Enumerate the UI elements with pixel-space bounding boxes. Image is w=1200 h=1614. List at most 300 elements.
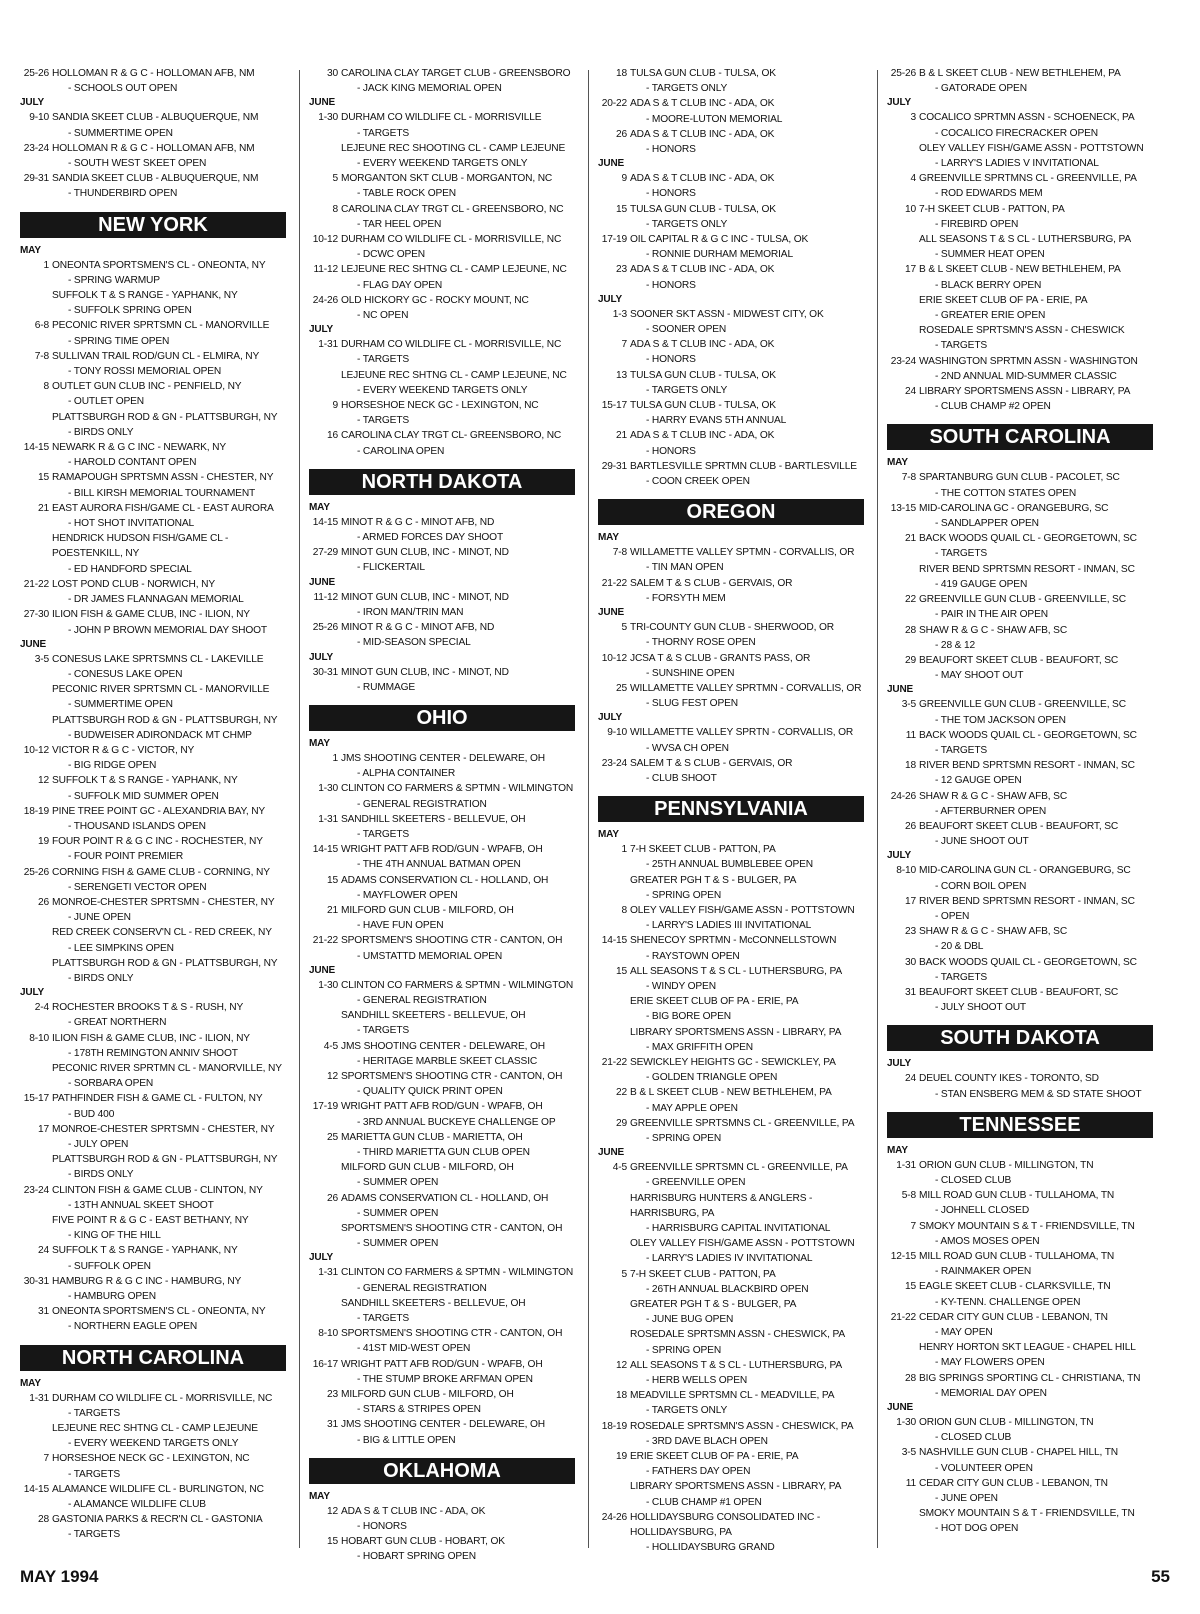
event-title: - TARGETS xyxy=(357,828,410,840)
club-location: OLEY VALLEY FISH/GAME ASSN - POTTSTOWN xyxy=(630,1238,855,1250)
event-title: - SUFFOLK SPRING OPEN xyxy=(68,305,192,317)
event-entry xyxy=(309,110,575,171)
event-entry xyxy=(598,725,864,755)
column-3 xyxy=(598,66,864,1555)
club-location: TULSA GUN CLUB - TULSA, OK xyxy=(630,68,776,79)
club-location: ADA S & T CLUB INC - ADA, OK xyxy=(630,98,775,110)
club-location: SUFFOLK T & S RANGE - YAPHANK, NY xyxy=(52,1245,238,1257)
month-heading: MAY xyxy=(598,532,619,544)
event-entry xyxy=(309,1069,575,1099)
event-date: 12 xyxy=(326,1505,338,1517)
event-date: 29 xyxy=(615,1117,627,1129)
event-title: - SUMMERTIME OPEN xyxy=(68,127,173,139)
event-date: 19 xyxy=(37,836,49,848)
state-banner: OREGON xyxy=(598,499,864,525)
event-title: - SPRING OPEN xyxy=(646,889,722,901)
event-date: 1-30 xyxy=(318,783,338,795)
month-heading: MAY xyxy=(887,457,908,469)
event-entry xyxy=(887,789,1153,819)
event-date: 30-31 xyxy=(312,666,338,678)
club-location: HOBART GUN CLUB - HOBART, OK xyxy=(341,1536,505,1548)
event-date: 17 xyxy=(904,264,916,276)
event-date: 24-26 xyxy=(890,790,916,802)
club-location: CEDAR CITY GUN CLUB - LEBANON, TN xyxy=(919,1477,1108,1489)
event-date: 1-30 xyxy=(896,1417,916,1429)
club-location: ADAMS CONSERVATION CL - HOLLAND, OH xyxy=(341,1192,549,1204)
event-title: - SUMMER HEAT OPEN xyxy=(935,249,1045,261)
event-date: 24-26 xyxy=(601,1511,627,1523)
club-location: 7-H SKEET CLUB - PATTON, PA xyxy=(630,844,776,856)
event-entry xyxy=(598,545,864,575)
club-location: HORSESHOE NECK GC - LEXINGTON, NC xyxy=(341,400,539,412)
event-date: 29-31 xyxy=(601,460,627,472)
event-title: - MAX GRIFFITH OPEN xyxy=(646,1041,753,1053)
event-title: - RUMMAGE xyxy=(357,681,416,693)
event-date: 27-30 xyxy=(23,609,49,621)
event-date: 5 xyxy=(621,622,627,634)
event-date: 26 xyxy=(615,128,627,140)
event-entry xyxy=(20,834,286,864)
event-entry xyxy=(20,470,286,500)
month-heading: MAY xyxy=(598,829,619,841)
event-entry xyxy=(887,697,1153,727)
event-title: - GOLDEN TRIANGLE OPEN xyxy=(646,1072,778,1084)
event-title: - SPRING TIME OPEN xyxy=(68,335,170,347)
event-date: 15 xyxy=(615,203,627,215)
event-title: - SERENGETI VECTOR OPEN xyxy=(68,881,207,893)
event-entry xyxy=(598,620,864,650)
event-entry xyxy=(20,895,286,986)
event-entry xyxy=(309,933,575,963)
event-title: - TAR HEEL OPEN xyxy=(357,218,442,230)
club-location: OLD HICKORY GC - ROCKY MOUNT, NC xyxy=(341,294,529,306)
club-location: CLINTON CO FARMERS & SPTMN - WILMINGTON xyxy=(341,783,574,795)
event-date: 18 xyxy=(904,760,916,772)
event-entry xyxy=(309,232,575,262)
club-location: SMOKY MOUNTAIN S & T - FRIENDSVILLE, TN xyxy=(919,1220,1135,1232)
event-date: 23 xyxy=(615,264,627,276)
event-date: 26 xyxy=(326,1192,338,1204)
month-heading: MAY xyxy=(309,737,330,749)
event-title: - 20 & DBL xyxy=(935,941,984,953)
event-entry xyxy=(20,743,286,773)
club-location: SPORTSMEN'S SHOOTING CTR - CANTON, OH xyxy=(341,1070,563,1082)
event-title: - SPRING OPEN xyxy=(646,1132,722,1144)
state-banner: NORTH CAROLINA xyxy=(20,1345,286,1371)
event-date: 31 xyxy=(326,1419,338,1431)
event-title: - MAY FLOWERS OPEN xyxy=(935,1357,1045,1369)
event-date: 16-17 xyxy=(312,1358,338,1370)
event-title: - LEE SIMPKINS OPEN xyxy=(68,942,174,954)
event-entry xyxy=(887,1371,1153,1401)
club-location: ALL SEASONS T & S CL - LUTHERSBURG, PA xyxy=(919,234,1132,246)
club-location: SPORTSMEN'S SHOOTING CTR - CANTON, OH xyxy=(341,1328,563,1340)
club-location: CLINTON FISH & GAME CLUB - CLINTON, NY xyxy=(52,1184,263,1196)
event-title: - BIRDS ONLY xyxy=(68,972,134,984)
club-location: GREENVILLE GUN CLUB - GREENVILLE, SC xyxy=(919,699,1126,711)
event-date: 17 xyxy=(904,895,916,907)
event-date: 3-5 xyxy=(34,653,49,665)
club-location: PECONIC RIVER SPRTSMN CL - MANORVILLE xyxy=(52,684,270,696)
event-date: 10-12 xyxy=(601,652,627,664)
club-location: ROSEDALE SPRTSMN'S ASSN - CHESWICK, PA xyxy=(630,1420,854,1432)
event-date: 21-22 xyxy=(601,1056,627,1068)
event-title: - BIG RIDGE OPEN xyxy=(68,760,157,772)
event-title: - JUNE SHOOT OUT xyxy=(935,836,1029,848)
event-date: 25-26 xyxy=(890,68,916,79)
event-date: 23-24 xyxy=(601,757,627,769)
club-location: ROCHESTER BROOKS T & S - RUSH, NY xyxy=(52,1002,244,1014)
club-location: ERIE SKEET CLUB OF PA - ERIE, PA xyxy=(630,1451,799,1463)
footer-page-number: 55 xyxy=(1151,1567,1170,1586)
club-location: LIBRARY SPORTSMENS ASSN - LIBRARY, PA xyxy=(630,1026,842,1038)
event-title: - RONNIE DURHAM MEMORIAL xyxy=(646,249,793,261)
event-entry xyxy=(598,398,864,428)
event-date: 25-26 xyxy=(312,622,338,634)
state-banner: TENNESSEE xyxy=(887,1112,1153,1138)
event-title: - THE TOM JACKSON OPEN xyxy=(935,714,1066,726)
month-heading: JULY xyxy=(887,97,912,109)
event-title: - SPRING OPEN xyxy=(646,1344,722,1356)
event-title: - ROD EDWARDS MEM xyxy=(935,188,1043,200)
club-location: PINE TREE POINT GC - ALEXANDRIA BAY, NY xyxy=(52,805,266,817)
event-title: - HOT SHOT INVITATIONAL xyxy=(68,518,194,530)
event-title: - BUD 400 xyxy=(68,1108,115,1120)
event-title: - THE STUMP BROKE ARFMAN OPEN xyxy=(357,1373,533,1385)
event-entry xyxy=(598,337,864,367)
event-date: 15 xyxy=(326,874,338,886)
event-entry xyxy=(20,1183,286,1244)
event-entry xyxy=(887,171,1153,201)
event-date: 21-22 xyxy=(601,577,627,589)
event-entry xyxy=(887,1219,1153,1249)
event-date: 1 xyxy=(621,844,627,856)
club-location: DEUEL COUNTY IKES - TORONTO, SD xyxy=(919,1073,1099,1085)
event-date: 15 xyxy=(326,1536,338,1548)
club-location: BACK WOODS QUAIL CL - GEORGETOWN, SC xyxy=(919,729,1137,741)
event-entry xyxy=(20,1274,286,1304)
club-location: WILLAMETTE VALLEY SPTMN - CORVALLIS, OR xyxy=(630,547,855,559)
event-title: - VOLUNTEER OPEN xyxy=(935,1462,1033,1474)
club-location: HAMBURG R & G C INC - HAMBURG, NY xyxy=(52,1275,242,1287)
event-date: 20-22 xyxy=(601,98,627,110)
event-entry xyxy=(309,1326,575,1356)
club-location: SANDIA SKEET CLUB - ALBUQUERQUE, NM xyxy=(52,173,259,185)
event-entry xyxy=(887,592,1153,622)
club-location: OLEY VALLEY FISH/GAME ASSN - POTTSTOWN xyxy=(919,142,1144,154)
event-entry xyxy=(309,873,575,903)
month-heading: JULY xyxy=(309,1252,334,1264)
event-date: 25 xyxy=(615,682,627,694)
event-entry xyxy=(598,756,864,786)
event-title: - SUNSHINE OPEN xyxy=(646,667,735,679)
event-entry xyxy=(598,96,864,126)
column-rule xyxy=(877,70,878,1548)
event-entry xyxy=(887,1310,1153,1371)
event-entry xyxy=(309,842,575,872)
event-date: 13 xyxy=(615,369,627,381)
event-date: 21-22 xyxy=(890,1311,916,1323)
event-date: 9 xyxy=(621,173,627,185)
event-date: 3 xyxy=(910,112,916,124)
month-heading: JULY xyxy=(598,712,623,724)
state-section xyxy=(598,499,864,786)
event-title: - STARS & STRIPES OPEN xyxy=(357,1404,481,1416)
event-entry xyxy=(598,232,864,262)
event-entry xyxy=(309,171,575,201)
event-date: 1-31 xyxy=(318,1267,338,1279)
event-entry xyxy=(309,337,575,398)
event-entry xyxy=(20,1091,286,1121)
event-entry xyxy=(309,620,575,650)
event-date: 28 xyxy=(37,1514,49,1526)
club-location: SHAW R & G C - SHAW AFB, SC xyxy=(919,926,1068,938)
event-title: - MEMORIAL DAY OPEN xyxy=(935,1387,1047,1399)
club-location: EAST AURORA FISH/GAME CL - EAST AURORA xyxy=(52,502,274,514)
event-date: 15 xyxy=(904,1281,916,1293)
event-entry xyxy=(887,1445,1153,1475)
event-entry xyxy=(887,1415,1153,1445)
event-entry xyxy=(20,804,286,834)
club-location: CAROLINA CLAY TRGT CL- GREENSBORO, NC xyxy=(341,430,562,442)
club-location: WILLAMETTE VALLEY SPRTN - CORVALLIS, OR xyxy=(630,727,854,739)
event-title: - DR JAMES FLANNAGAN MEMORIAL xyxy=(68,594,244,606)
event-entry xyxy=(598,842,864,903)
event-entry xyxy=(309,515,575,545)
event-title: - GREAT NORTHERN xyxy=(68,1017,167,1029)
club-location: SEWICKLEY HEIGHTS GC - SEWICKLEY, PA xyxy=(630,1056,836,1068)
club-location: LOST POND CLUB - NORWICH, NY xyxy=(52,578,215,590)
event-title: - 13TH ANNUAL SKEET SHOOT xyxy=(68,1199,214,1211)
event-entry xyxy=(309,1099,575,1129)
event-date: 18 xyxy=(615,68,627,79)
event-entry xyxy=(887,924,1153,954)
event-entry xyxy=(887,531,1153,592)
month-heading: MAY xyxy=(309,501,330,513)
event-entry xyxy=(598,1419,864,1449)
event-entry xyxy=(598,903,864,933)
club-location: MINOT GUN CLUB, INC - MINOT, ND xyxy=(341,591,509,603)
event-date: 1 xyxy=(43,259,49,271)
event-title: - UMSTATTD MEMORIAL OPEN xyxy=(357,950,503,962)
state-section xyxy=(309,705,575,1448)
club-location: GREENVILLE GUN CLUB - GREENVILLE, SC xyxy=(919,594,1126,606)
event-entry xyxy=(20,171,286,201)
event-entry xyxy=(598,1388,864,1418)
event-entry xyxy=(887,384,1153,414)
club-location: COCALICO SPRTMN ASSN - SCHOENECK, PA xyxy=(919,112,1135,124)
club-location: GREENVILLE SPRTSMN CL - GREENVILLE, PA xyxy=(630,1162,848,1174)
month-heading: JUNE xyxy=(598,607,625,619)
event-entry xyxy=(20,773,286,803)
club-location: HARRISBURG HUNTERS & ANGLERS - xyxy=(630,1192,813,1204)
event-entry xyxy=(887,758,1153,788)
event-date: 23 xyxy=(326,1389,338,1401)
club-location: CONESUS LAKE SPRTSMNS CL - LAKEVILLE xyxy=(52,653,264,665)
club-location: MILFORD GUN CLUB - MILFORD, OH xyxy=(341,1389,514,1401)
event-entry xyxy=(598,66,864,96)
event-title: - JOHN P BROWN MEMORIAL DAY SHOOT xyxy=(68,624,268,636)
club-location: B & L SKEET CLUB - NEW BETHLEHEM, PA xyxy=(919,68,1121,79)
club-location: PLATTSBURGH ROD & GN - PLATTSBURGH, NY xyxy=(52,1154,278,1166)
event-entry xyxy=(598,171,864,201)
event-date: 10-12 xyxy=(23,744,49,756)
event-date: 15 xyxy=(37,472,49,484)
event-title: - 12 GAUGE OPEN xyxy=(935,775,1022,787)
event-title: - RAINMAKER OPEN xyxy=(935,1266,1032,1278)
event-title: - ALPHA CONTAINER xyxy=(357,768,456,780)
event-title: - 26TH ANNUAL BLACKBIRD OPEN xyxy=(646,1283,809,1295)
event-title: - QUALITY QUICK PRINT OPEN xyxy=(357,1086,503,1098)
club-location: PLATTSBURGH ROD & GN - PLATTSBURGH, NY xyxy=(52,957,278,969)
event-title: - TARGETS xyxy=(935,340,988,352)
club-location: JMS SHOOTING CENTER - DELEWARE, OH xyxy=(341,1040,545,1052)
event-date: 1 xyxy=(332,752,338,764)
event-entry xyxy=(309,903,575,933)
club-location: MILFORD GUN CLUB - MILFORD, OH xyxy=(341,904,514,916)
event-title: - GENERAL REGISTRATION xyxy=(357,798,487,810)
event-entry xyxy=(20,1122,286,1183)
club-location: WRIGHT PATT AFB ROD/GUN - WPAFB, OH xyxy=(341,844,543,856)
club-location: HARRISBURG, PA xyxy=(630,1207,715,1219)
event-title: - IRON MAN/TRIN MAN xyxy=(357,606,464,618)
club-location: BEAUFORT SKEET CLUB - BEAUFORT, SC xyxy=(919,654,1119,666)
event-entry xyxy=(887,985,1153,1015)
event-entry xyxy=(598,1055,864,1085)
event-date: 18 xyxy=(615,1390,627,1402)
event-date: 12 xyxy=(615,1359,627,1371)
club-location: SPORTSMEN'S SHOOTING CTR - CANTON, OH xyxy=(341,935,563,947)
event-entry xyxy=(20,66,286,96)
event-title: - TARGETS xyxy=(68,1407,121,1419)
club-location: CAROLINA CLAY TRGT CL - GREENSBORO, NC xyxy=(341,203,564,215)
event-title: - ARMED FORCES DAY SHOOT xyxy=(357,532,504,544)
club-location: RED CREEK CONSERV'N CL - RED CREEK, NY xyxy=(52,927,272,939)
event-title: - OUTLET OPEN xyxy=(68,396,144,408)
club-location: TULSA GUN CLUB - TULSA, OK xyxy=(630,400,776,412)
club-location: ILION FISH & GAME CLUB, INC - ILION, NY xyxy=(52,1032,250,1044)
event-entry xyxy=(887,653,1153,683)
state-banner: OHIO xyxy=(309,705,575,731)
club-location: MEADVILLE SPRTSMN CL - MEADVILLE, PA xyxy=(630,1390,835,1402)
event-title: - SUFFOLK OPEN xyxy=(68,1260,151,1272)
event-date: 8-10 xyxy=(896,865,916,877)
event-entry xyxy=(598,368,864,398)
event-title: - LARRY'S LADIES III INVITATIONAL xyxy=(646,920,812,932)
club-location: MILFORD GUN CLUB - MILFORD, OH xyxy=(341,1162,514,1174)
event-title: - OPEN xyxy=(935,910,970,922)
event-title: - GATORADE OPEN xyxy=(935,83,1027,95)
event-date: 7-8 xyxy=(612,547,627,559)
event-entry xyxy=(309,398,575,428)
club-location: PATHFINDER FISH & GAME CL - FULTON, NY xyxy=(52,1093,263,1105)
club-location: SANDIA SKEET CLUB - ALBUQUERQUE, NM xyxy=(52,112,259,124)
event-date: 26 xyxy=(904,820,916,832)
club-location: HOLLIDAYSBURG, PA xyxy=(630,1527,732,1539)
event-date: 15-17 xyxy=(601,400,627,412)
event-date: 6-8 xyxy=(34,320,49,332)
event-date: 5-8 xyxy=(901,1190,916,1202)
event-title: - THE COTTON STATES OPEN xyxy=(935,487,1077,499)
event-date: 3-5 xyxy=(901,699,916,711)
club-location: OLEY VALLEY FISH/GAME ASSN - POTTSTOWN xyxy=(630,904,855,916)
event-entry xyxy=(20,1243,286,1273)
state-banner: NEW YORK xyxy=(20,212,286,238)
club-location: GREATER PGH T & S - BULGER, PA xyxy=(630,874,797,886)
event-date: 11 xyxy=(905,729,916,741)
event-entry xyxy=(309,202,575,232)
event-entry xyxy=(20,577,286,607)
event-entry xyxy=(887,470,1153,500)
event-date: 12 xyxy=(37,775,49,787)
event-entry xyxy=(20,1512,286,1542)
club-location: NEWARK R & G C INC - NEWARK, NY xyxy=(52,442,227,454)
event-title: - HARRISBURG CAPITAL INVITATIONAL xyxy=(646,1223,831,1234)
event-date: 7-8 xyxy=(901,472,916,484)
event-title: - SUMMER OPEN xyxy=(357,1177,439,1189)
event-entry xyxy=(20,1482,286,1512)
event-title: - THUNDERBIRD OPEN xyxy=(68,188,178,200)
month-heading: JUNE xyxy=(309,97,336,109)
event-date: 30-31 xyxy=(23,1275,49,1287)
event-date: 25-26 xyxy=(23,68,49,79)
event-title: - GREATER ERIE OPEN xyxy=(935,310,1046,322)
event-entry xyxy=(309,293,575,323)
club-location: MINOT R & G C - MINOT AFB, ND xyxy=(341,516,495,528)
club-location: GREATER PGH T & S - BULGER, PA xyxy=(630,1299,797,1311)
event-title: - CLUB CHAMP #1 OPEN xyxy=(646,1496,762,1508)
event-title: - SCHOOLS OUT OPEN xyxy=(68,83,178,95)
club-location: PLATTSBURGH ROD & GN - PLATTSBURGH, NY xyxy=(52,411,278,423)
event-title: - SOUTH WEST SKEET OPEN xyxy=(68,158,207,170)
event-title: - THE 4TH ANNUAL BATMAN OPEN xyxy=(357,859,521,871)
event-entry xyxy=(887,955,1153,985)
event-entry xyxy=(20,318,286,348)
event-title: - WINDY OPEN xyxy=(646,980,716,992)
club-location: SULLIVAN TRAIL ROD/GUN CL - ELMIRA, NY xyxy=(52,350,260,362)
club-location: HENRY HORTON SKT LEAGUE - CHAPEL HILL xyxy=(919,1342,1136,1354)
event-entry xyxy=(887,1476,1153,1537)
event-date: 22 xyxy=(904,594,916,606)
event-title: - BIG BORE OPEN xyxy=(646,1011,731,1023)
event-entry xyxy=(887,1249,1153,1279)
club-location: JCSA T & S CLUB - GRANTS PASS, OR xyxy=(630,652,811,664)
event-date: 21 xyxy=(326,904,338,916)
column-rule xyxy=(588,70,589,1548)
event-title: - CONESUS LAKE OPEN xyxy=(68,668,183,680)
event-title: - 419 GAUGE OPEN xyxy=(935,578,1028,590)
club-location: TRI-COUNTY GUN CLUB - SHERWOOD, OR xyxy=(630,622,834,634)
event-title: - TONY ROSSI MEMORIAL OPEN xyxy=(68,366,222,378)
month-heading: JULY xyxy=(309,651,334,663)
club-location: MORGANTON SKT CLUB - MORGANTON, NC xyxy=(341,173,553,185)
club-location: CEDAR CITY GUN CLUB - LEBANON, TN xyxy=(919,1311,1108,1323)
club-location: LEJEUNE REC SHOOTING CL - CAMP LEJEUNE xyxy=(341,142,566,154)
club-location: 7-H SKEET CLUB - PATTON, PA xyxy=(919,203,1065,215)
event-entry xyxy=(309,1130,575,1191)
event-title: - MAY OPEN xyxy=(935,1327,993,1339)
event-title: - TARGETS xyxy=(68,1468,121,1480)
club-location: BARTLESVILLE SPRTMN CLUB - BARTLESVILLE xyxy=(630,460,857,472)
club-location: SOONER SKT ASSN - MIDWEST CITY, OK xyxy=(630,308,824,320)
event-date: 8 xyxy=(43,381,49,393)
event-date: 7-8 xyxy=(34,350,49,362)
event-date: 11 xyxy=(905,1477,916,1489)
state-banner: OKLAHOMA xyxy=(309,1458,575,1484)
event-entry xyxy=(309,1039,575,1069)
club-location: SANDHILL SKEETERS - BELLEVUE, OH xyxy=(341,1297,526,1309)
state-section xyxy=(20,66,286,202)
